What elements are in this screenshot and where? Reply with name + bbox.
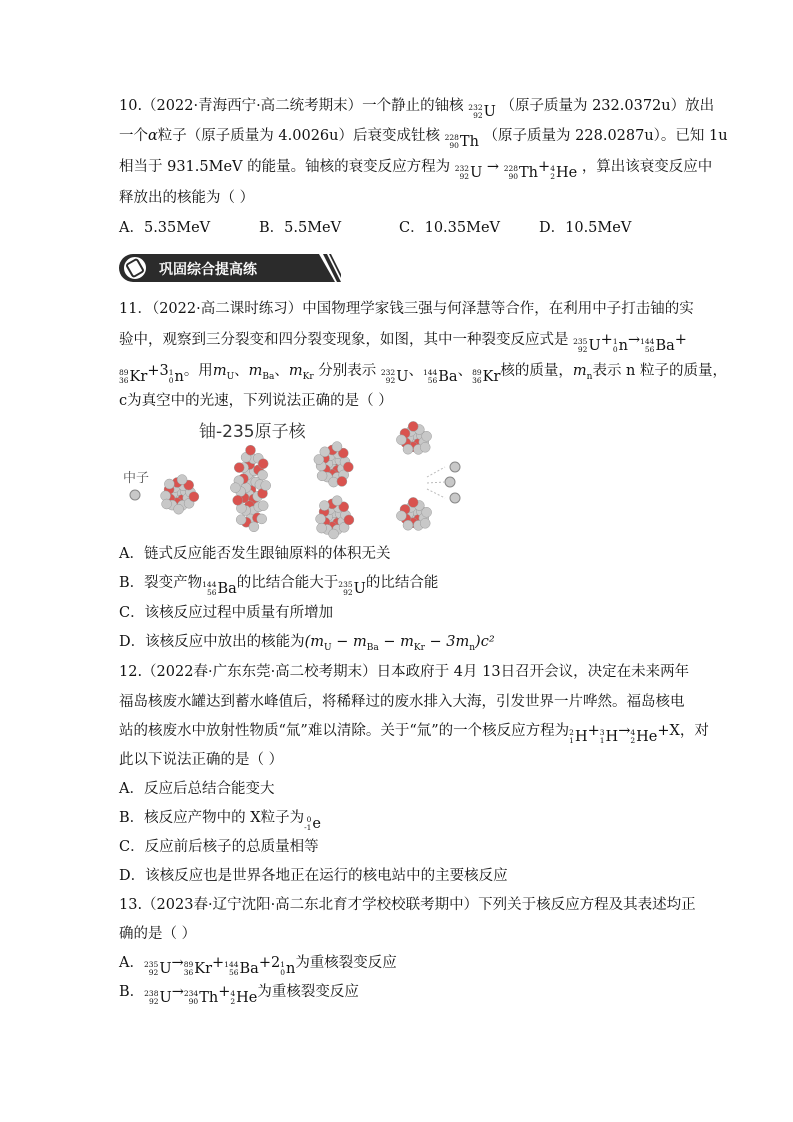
section-banner (119, 252, 341, 284)
q12-option-b[interactable]: B．核反应产物中的 X粒子为 0 -1 e (119, 810, 321, 832)
q12-option-a[interactable]: A．反应后总结合能变大 (119, 781, 275, 797)
banner-title: 巩固综合提高练 (159, 262, 257, 278)
q10-text: 10.（2022·青海西宁·高二统考期末）一个静止的铀核 (119, 98, 464, 114)
q11-option-d[interactable]: D．该核反应中放出的核能为$(m_U - m_{Ba} - m_{Kr} - 3m_n)c^2$ (119, 634, 495, 653)
q12-option-c[interactable]: C．反应前后核子的总质量相等 (119, 839, 319, 855)
q10-option-b[interactable]: B．5.5MeV (259, 220, 342, 236)
q11-option-c[interactable]: C．该核反应过程中质量有所增加 (119, 605, 334, 621)
nuclide-Th228: 228 90 Th (444, 133, 479, 150)
emitted-neutron (445, 477, 455, 487)
q12-line4: 此以下说法正确的是（ ） (119, 752, 284, 768)
elongated-nucleus (230, 445, 270, 532)
q10-line4: 释放出的核能为（ ） (119, 190, 255, 206)
product-bottom (396, 497, 431, 530)
q13-line1: 13.（2023春·辽宁沈阳·高二东北育才学校校联考期中）下列关于核反应方程及其表述均正 (119, 897, 696, 913)
q12-option-d[interactable]: D．该核反应也是世界各地正在运行的核电站中的主要核反应 (119, 868, 508, 884)
q13-option-b[interactable]: B． 238 92 U → 234 90 Th + 4 2 He 为重核裂变反应 (119, 984, 359, 1006)
u235-nucleus (161, 475, 199, 515)
nuclide-U232: 232 92 U (468, 103, 496, 120)
q10-text: （原子质量为 232.0372u）放出 (500, 98, 715, 114)
q10-option-c[interactable]: C．10.35MeV (399, 220, 501, 236)
q10-line3: 相当于 931.5MeV 的能量。铀核的衰变反应方程为 232 92 U → 228 90 Th + 4 2 He ，算出该衰变反应中 (119, 159, 713, 181)
emitted-neutron (450, 493, 460, 503)
figure-neutron-label: 中子 (123, 471, 150, 486)
emission-trail (427, 467, 445, 477)
q10-options (119, 218, 631, 238)
q11-line3: 89 36 Kr +3 1 0 n 。用$m_U$、$m_{Ba}$、$m_{Kr}$ 分别表示 232 92 U 、 144 56 Ba 、 89 36 Kr 核的质量，$m_n$表示 n 粒子的质量， (119, 363, 728, 385)
q10-line1 (119, 96, 714, 122)
q11-line2: 验中，观察到三分裂变和四分裂变现象，如图，其中一种裂变反应式是 235 92 U + 1 0 n → 144 56 Ba + (119, 332, 687, 354)
q13-option-a[interactable]: A． 235 92 U → 89 36 Kr + 144 56 Ba +2 1 0 n 为重核裂变反应 (119, 955, 397, 977)
q10-option-d[interactable]: D．10.5MeV (539, 220, 632, 236)
q10-line2: 一个α粒子（原子质量为 4.0026u）后衰变成钍核 228 90 Th （原子质量为 228.0287u）。已知 1u (119, 128, 728, 150)
q13-line2: 确的是（ ） (119, 926, 197, 942)
q11-line4: c为真空中的光速，下列说法正确的是（ ） (119, 393, 393, 409)
q11-option-b[interactable]: B．裂变产物 144 56 Ba 的比结合能大于 235 92 U 的比结合能 (119, 575, 439, 597)
q12-line1: 12.（2022春·广东东莞·高二校考期末）日本政府于 4月 13日召开会议，决定在未来两年 (119, 664, 690, 680)
fission-figure (119, 415, 479, 540)
product-top (396, 421, 431, 454)
incoming-neutron (130, 490, 140, 500)
emitted-neutron (450, 462, 460, 472)
q12-line3: 站的核废水中放射性物质“氚”难以清除。关于“氚”的一个核反应方程为 2 1 H + 3 1 H → 4 2 He +X，对 (119, 723, 709, 745)
q10-option-a[interactable]: A．5.35MeV (119, 220, 211, 236)
emission-trail (427, 482, 445, 483)
figure-title: 铀-235原子核 (199, 422, 306, 442)
emission-trail (427, 489, 445, 498)
q11-line1: 11．（2022·高二课时练习）中国物理学家钱三强与何泽慧等合作，在利用中子打击铀的实 (119, 301, 694, 317)
q11-option-a[interactable]: A．链式反应能否发生跟铀原料的体积无关 (119, 546, 391, 562)
fragment-top (314, 442, 353, 488)
fragment-bottom (316, 496, 354, 539)
q12-line2: 福岛核废水罐达到蓄水峰值后，将稀释过的废水排入大海，引发世界一片哗然。福岛核电 (119, 694, 685, 710)
